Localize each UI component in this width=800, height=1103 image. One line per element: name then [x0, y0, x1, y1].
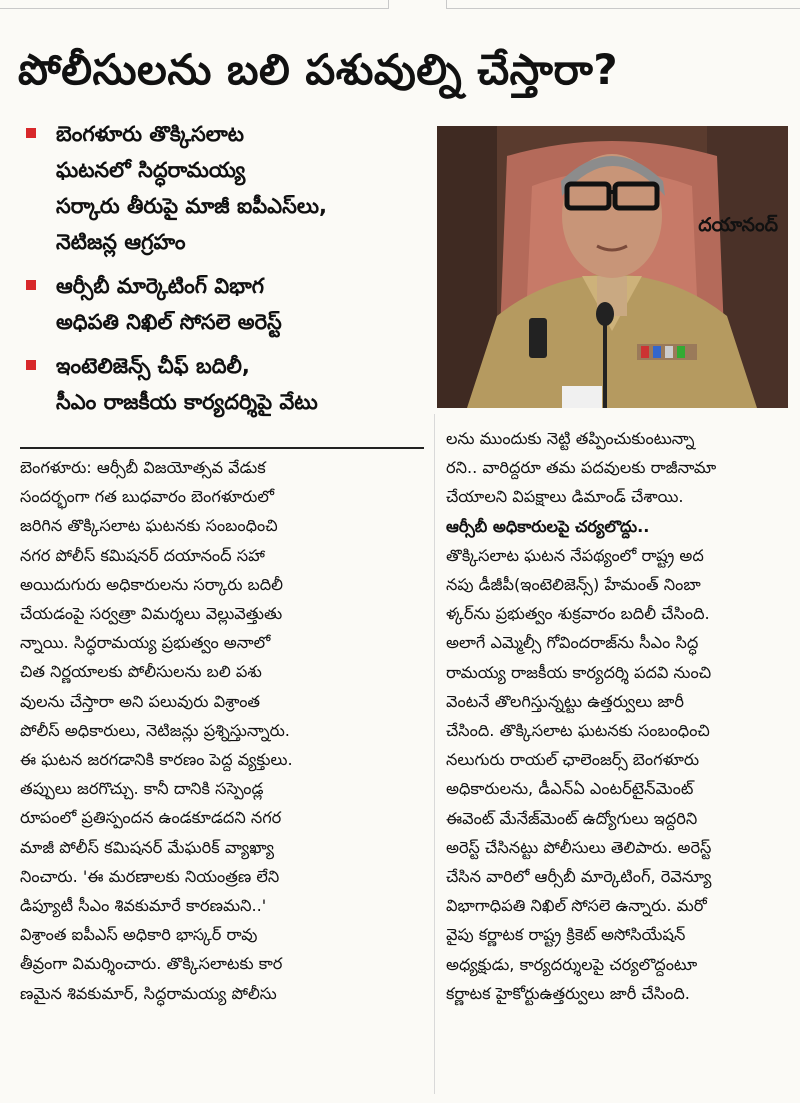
bullet-line: అధిపతి నిఖిల్ సోసలె అరెస్ట్: [56, 310, 282, 334]
bullet-line: సీఎం రాజకీయ కార్యదర్శిపై వేటు: [56, 390, 318, 414]
bullet-item: [20, 116, 432, 260]
subheading: ఆర్సీబీ అధికారులపై చర్యలొద్దు..: [446, 516, 650, 536]
bullet-line: బెంగళూరు తొక్కిసలాట: [56, 122, 244, 146]
text-line: న్నాయి. సిద్ధరామయ్య ప్రభుత్వం అనాలో: [20, 633, 271, 653]
bullet-line: నెటిజన్ల ఆగ్రహం: [56, 230, 186, 254]
text-line: విభాగాధిపతి నిఖిల్ సోసలె ఉన్నారు. మరో: [446, 896, 707, 916]
text-line: డిప్యూటీ సీఎం శివకుమారే కారణమని..': [20, 896, 267, 916]
text-line: చిత నిర్ణయాలకు పోలీసులను బలి పశు: [20, 662, 262, 682]
column-separator: [434, 414, 435, 1094]
article-right-column: [446, 424, 792, 1008]
portrait-photo: [437, 126, 788, 408]
text-line: అయిదుగురు అధికారులను సర్కారు బదిలీ: [20, 574, 284, 594]
photo-caption: దయానంద్: [698, 214, 778, 236]
text-line: వులను చేస్తారా అని పలువురు విశ్రాంత: [20, 691, 261, 711]
text-line: జరిగిన తొక్కిసలాట ఘటనకు సంబంధించి: [20, 516, 278, 536]
top-border-left: [0, 0, 389, 9]
column-top-rule: [20, 447, 424, 449]
bullet-line: ఘటనలో సిద్ధరామయ్య: [56, 158, 246, 182]
bullet-line: ఇంటెలిజెన్స్ చీఫ్ బదిలీ,: [56, 354, 250, 378]
text-line: రామయ్య రాజకీయ కార్యదర్శి పదవి నుంచి: [446, 662, 712, 682]
text-line: విశ్రాంత ఐపీఎస్ అధికారి భాస్కర్ రావు: [20, 925, 258, 945]
bullet-square-icon: [26, 280, 36, 290]
text-line: కర్ణాటక హైకోర్టుఉత్తర్వులు జారీ చేసింది.: [446, 983, 690, 1003]
bullet-list: [20, 116, 432, 428]
text-line: అరెస్ట్ చేసినట్టు పోలీసులు తెలిపారు. అరెస్ట్: [446, 837, 712, 857]
text-line: అధ్యక్షుడు, కార్యదర్శులపై చర్యలొద్దంటూ: [446, 954, 698, 974]
bullet-square-icon: [26, 128, 36, 138]
text-line: నలుగురు రాయల్ ఛాలెంజర్స్ బెంగళూరు: [446, 750, 700, 770]
text-line: తప్పులు జరగొచ్చు. కానీ దానికి సస్పెండ్ల: [20, 779, 264, 799]
top-border: [0, 0, 800, 14]
bullet-line: ఆర్సీబీ మార్కెటింగ్ విభాగ: [56, 274, 264, 298]
text-line: ళ్కర్‌ను ప్రభుత్వం శుక్రవారం బదిలీ చేసింది.: [446, 604, 710, 624]
bullet-square-icon: [26, 360, 36, 370]
bullet-item: [20, 268, 432, 340]
text-line: చేయాలని విపక్షాలు డిమాండ్ చేశాయి.: [446, 487, 684, 507]
text-line: ఈ ఘటన జరగడానికి కారణం పెద్ద వ్యక్తులు.: [20, 750, 293, 770]
portrait-icon: [437, 126, 788, 408]
headline: పోలీసులను బలి పశువుల్ని చేస్తారా?: [18, 45, 619, 94]
text-line: పోలీస్ అధికారులు, నెటిజన్లు ప్రశ్నిస్తున్నారు.: [20, 720, 290, 740]
article-left-column: [20, 453, 424, 1008]
text-line: అలాగే ఎమ్మెల్సీ గోవిందరాజ్‌ను సీఎం సిద్ధ: [446, 633, 699, 653]
text-line: అధికారులను, డీఎన్ఏ ఎంటర్‌టైన్‌మెంట్: [446, 779, 694, 799]
text-line: రని.. వారిద్దరూ తమ పదవులకు రాజీనామా: [446, 458, 717, 478]
text-line: వైపు కర్ణాటక రాష్ట్ర క్రికెట్ అసోసియేషన్: [446, 925, 686, 945]
text-line: సందర్భంగా గత బుధవారం బెంగళూరులో: [20, 487, 275, 507]
text-line: నగర పోలీస్ కమిషనర్ దయానంద్ సహా: [20, 545, 265, 565]
text-line: నించారు. 'ఈ మరణాలకు నియంత్రణ లేని: [20, 866, 280, 886]
text-line: లను ముందుకు నెట్టి తప్పించుకుంటున్నా: [446, 429, 695, 448]
text-line: ణమైన శివకుమార్, సిద్ధరామయ్య పోలీసు: [20, 983, 277, 1003]
text-line: బెంగళూరు: ఆర్సీబీ విజయోత్సవ వేడుక: [20, 458, 266, 477]
text-line: చేసింది. తొక్కిసలాట ఘటనకు సంబంధించి: [446, 721, 710, 741]
bullet-item: [20, 348, 432, 420]
text-line: చేయడంపై సర్వత్రా విమర్శలు వెల్లువెత్తుతు: [20, 604, 283, 624]
text-line: వెంటనే తొలగిస్తున్నట్టు ఉత్తర్వులు జారీ: [446, 691, 684, 711]
text-line: నపు డీజీపీ(ఇంటెలిజెన్స్) హేమంత్ నింబా: [446, 575, 701, 595]
text-line: రూపంలో ప్రతిస్పందన ఉండకూడదని నగర: [20, 808, 282, 828]
bullet-line: సర్కారు తీరుపై మాజీ ఐపీఎస్‌లు,: [56, 194, 327, 218]
text-line: తొక్కిసలాట ఘటన నేపథ్యంలో రాష్ట్ర అద: [446, 545, 704, 565]
text-line: చేసిన వారిలో ఆర్సీబీ మార్కెటింగ్, రెవెన్యూ: [446, 867, 712, 887]
text-line: మాజీ పోలీస్ కమిషనర్ మేఘరిక్ వ్యాఖ్యా: [20, 837, 275, 857]
text-line: ఈవెంట్ మేనేజ్‌మెంట్ ఉద్యోగులు ఇద్దరిని: [446, 808, 698, 828]
text-line: తీవ్రంగా విమర్శించారు. తొక్కిసలాటకు కార: [20, 954, 283, 974]
top-border-right: [446, 0, 800, 9]
